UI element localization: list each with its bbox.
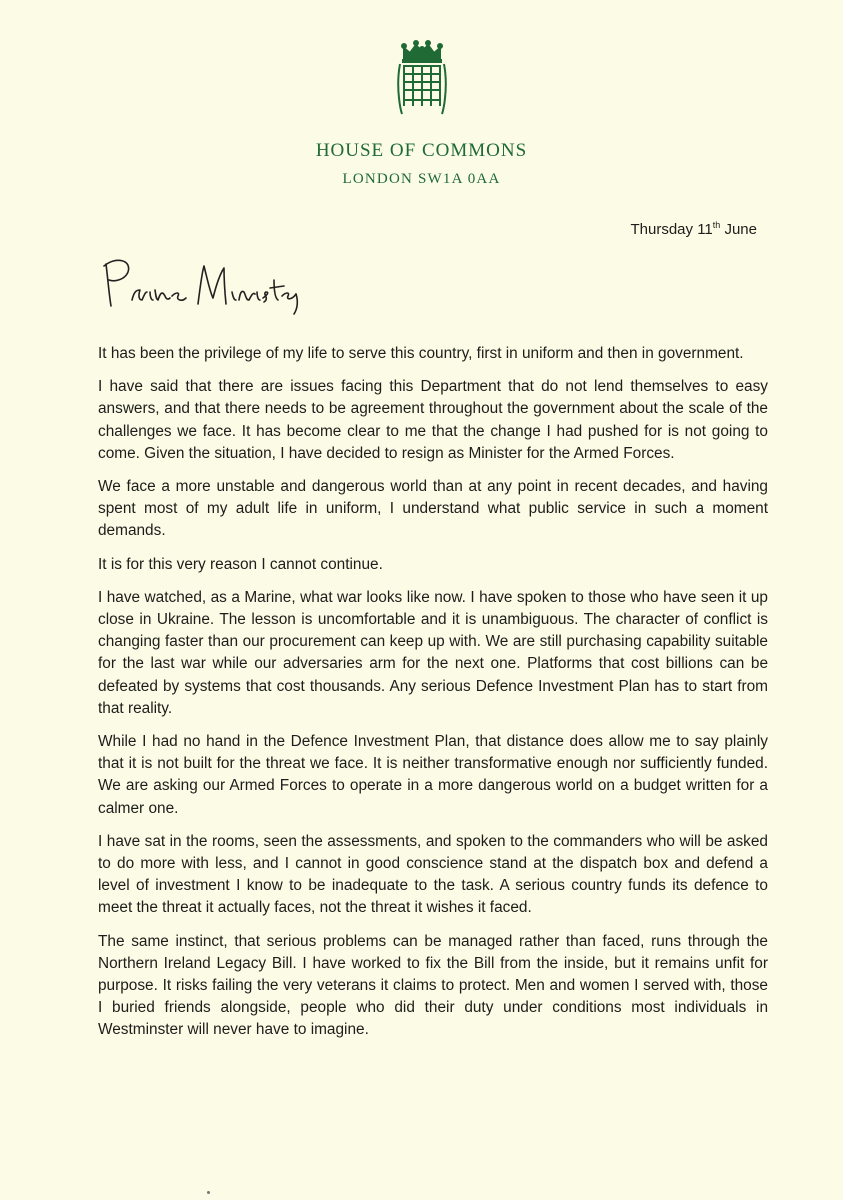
paragraph: I have watched, as a Marine, what war looks like now. I have spoken to those who have seen it up close in Ukraine. The lesson is uncomfortable and it is unambiguous. The character of conflict is changing faster than our procurement can keep up with. We are still purchasing capability suitable for the last war while our adversaries arm for the next one. Platforms that cost billions can be defeated by systems that cost thousands. Any serious Defence Investment Plan has to start from that reality. xyxy=(98,588,768,717)
letterhead-address: LONDON SW1A 0AA xyxy=(342,171,501,187)
portcullis-icon xyxy=(396,40,448,116)
paragraph: While I had no hand in the Defence Investment Plan, that distance does allow me to say plainly that it is not built for the threat we face. It is neither transformative enough nor sufficiently funded. We are asking our Armed Forces to operate in a more dangerous world on a budget written for a calmer one. xyxy=(98,733,768,817)
paragraph: It has been the privilege of my life to serve this country, first in uniform and then in government. xyxy=(98,345,744,362)
page-mark xyxy=(207,1191,210,1194)
letterhead-organisation: HOUSE OF COMMONS xyxy=(315,140,528,161)
date-weekday: Thursday xyxy=(630,221,694,238)
handwritten-salutation xyxy=(98,252,308,322)
date-ordinal: th xyxy=(712,220,721,230)
date-month: June xyxy=(724,221,757,238)
letter-date xyxy=(631,220,758,238)
paragraph: We face a more unstable and dangerous world than at any point in recent decades, and having spent most of my adult life in uniform, I understand what public service in such a moment demands. xyxy=(98,478,768,540)
date-day: 11 xyxy=(697,221,713,238)
paragraph: It is for this very reason I cannot continue. xyxy=(98,555,383,573)
paragraph: The same instinct, that serious problems can be managed rather than faced, runs through the Northern Ireland Legacy Bill. I have worked to fix the Bill from the inside, but it remains unfit for purpose. It risks failing the very veterans it claims to protect. Men and women I served with, those I buried friends alongside, people who did their duty under conditions most individuals in Westminster will never have to imagine. xyxy=(98,932,768,1039)
paragraph: I have sat in the rooms, seen the assessments, and spoken to the commanders who will be asked to do more with less, and I cannot in good conscience stand at the dispatch box and defend a level of investment I know to be inadequate to the task. A serious country funds its defence to meet the threat it actually faces, not the threat it wishes it faced. xyxy=(98,832,768,917)
letter-body xyxy=(98,343,768,1053)
paragraph: I have said that there are issues facing this Department that do not lend themselves to easy answers, and that there needs to be agreement throughout the government about the scale of the challenges we face. It has become clear to me that the change I had pushed for is not going to come. Given the situation, I have decided to resign as Minister for the Armed Forces. xyxy=(98,378,768,462)
